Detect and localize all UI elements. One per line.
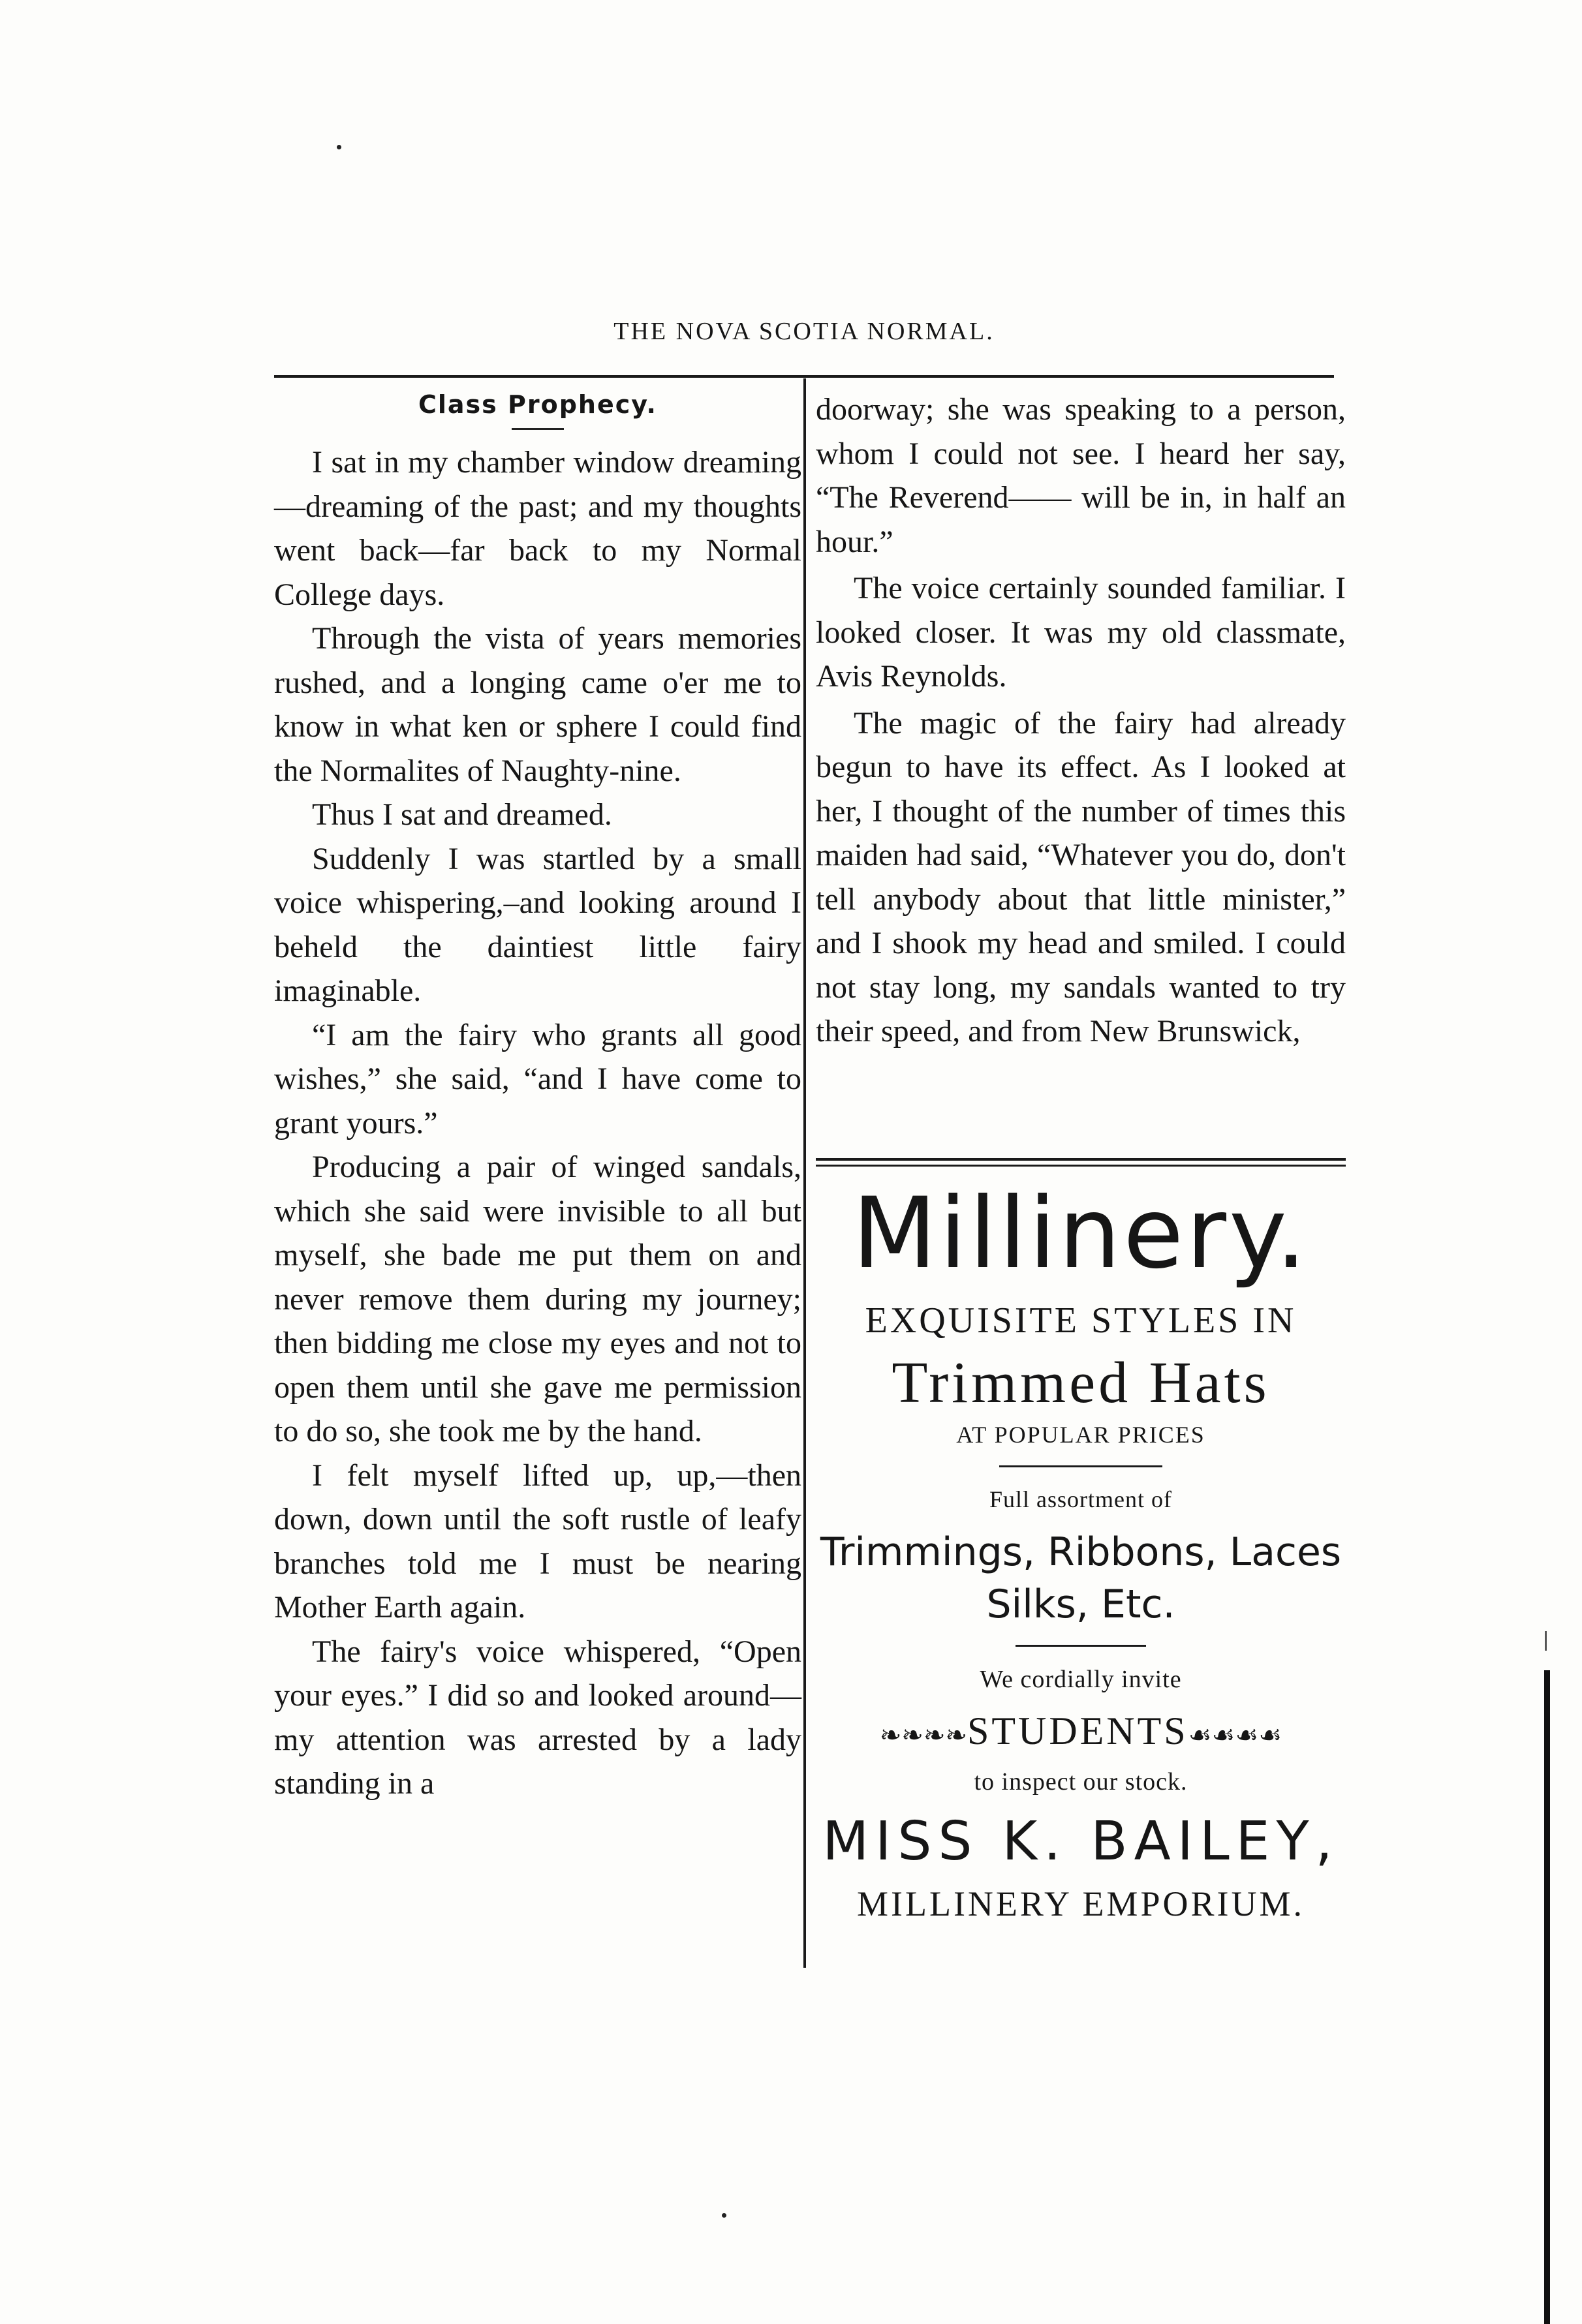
paragraph: I felt myself lifted up, up,—then down, down until the soft rustle of leafy branches told me I must be nearing Mother Earth again.	[274, 1458, 801, 1625]
ad-line: Trimmed Hats	[892, 1351, 1270, 1415]
running-head: THE NOVA SCOTIA NORMAL.	[613, 318, 995, 345]
paragraph: Thus I sat and dreamed.	[312, 797, 612, 832]
ad-rule-top-second	[816, 1165, 1346, 1167]
ad-proprietor: MISS K. BAILEY,	[822, 1811, 1339, 1873]
right-column	[816, 385, 1346, 1054]
ad-students: STUDENTS	[967, 1709, 1188, 1752]
ad-line: AT POPULAR PRICES	[956, 1422, 1205, 1448]
ad-line: Silks, Etc.	[986, 1582, 1175, 1627]
ad-line: Trimmings, Ribbons, Laces	[820, 1529, 1342, 1575]
article-title: Class Prophecy.	[418, 390, 657, 419]
paragraph: doorway; she was speaking to a person, whom I could not see. I heard her say, “The Reverend—— will be in, in half an hour.”	[816, 392, 1346, 559]
header-rule	[274, 375, 1334, 378]
paragraph: “I am the fairy who grants all good wishes,” she said, “and I have come to grant yours.”	[274, 1017, 801, 1140]
page-edge-mark	[1545, 1631, 1547, 1651]
paragraph: The fairy's voice whispered, “Open your eyes.” I did so and looked around—my attention was arrested by a lady standing in a	[274, 1634, 801, 1801]
paragraph: Through the vista of years memories rushed, and a longing came o'er me to know in what ken or sphere I could find the Normalites of Naughty-nine.	[274, 621, 801, 788]
speck-mark	[337, 145, 341, 149]
paragraph: The voice certainly sounded familiar. I looked closer. It was my old classmate, Avis Reynolds.	[816, 571, 1346, 694]
ad-line: to inspect our stock.	[974, 1768, 1188, 1796]
millinery-advertisement	[816, 1158, 1346, 1924]
ad-line: Full assortment of	[989, 1486, 1172, 1512]
ornament-icon: ☙☙☙☙	[1188, 1720, 1282, 1751]
paragraph: Suddenly I was startled by a small voice whispering,–and looking around I beheld the daintiest little fairy imaginable.	[274, 841, 801, 1008]
ad-line: We cordially invite	[980, 1666, 1182, 1693]
ad-rule-top	[816, 1158, 1346, 1161]
ad-heading: Millinery.	[852, 1177, 1310, 1291]
page-edge-shadow	[1544, 1670, 1550, 2324]
ad-divider	[1016, 1645, 1146, 1647]
column-divider	[803, 378, 806, 1968]
speck-mark	[722, 2213, 726, 2218]
ad-business: MILLINERY EMPORIUM.	[856, 1884, 1305, 1923]
ad-divider	[999, 1465, 1162, 1467]
ad-line: EXQUISITE STYLES IN	[865, 1300, 1297, 1341]
paragraph: Producing a pair of winged sandals, which she said were invisible to all but myself, she bade me put them on and never remove them during my journey; then bidding me close my eyes and not to open them until she gave me permission to do so, she took me by the hand.	[274, 1150, 801, 1448]
title-dash	[512, 428, 564, 430]
left-column	[274, 385, 801, 1806]
paragraph: I sat in my chamber window dreaming—dreaming of the past; and my thoughts went back—far back to my Normal College days.	[274, 445, 801, 612]
ad-students-line	[816, 1708, 1346, 1758]
paragraph: The magic of the fairy had already begun to have its effect. As I looked at her, I thought of the number of times this maiden had said, “Whatever you do, don't tell anybody about that little minister,” and I shook my head and smiled. I could not stay long, my sandals wanted to try their speed, and from New Brunswick,	[816, 705, 1346, 1048]
ornament-icon: ❧❧❧❧	[879, 1720, 967, 1751]
